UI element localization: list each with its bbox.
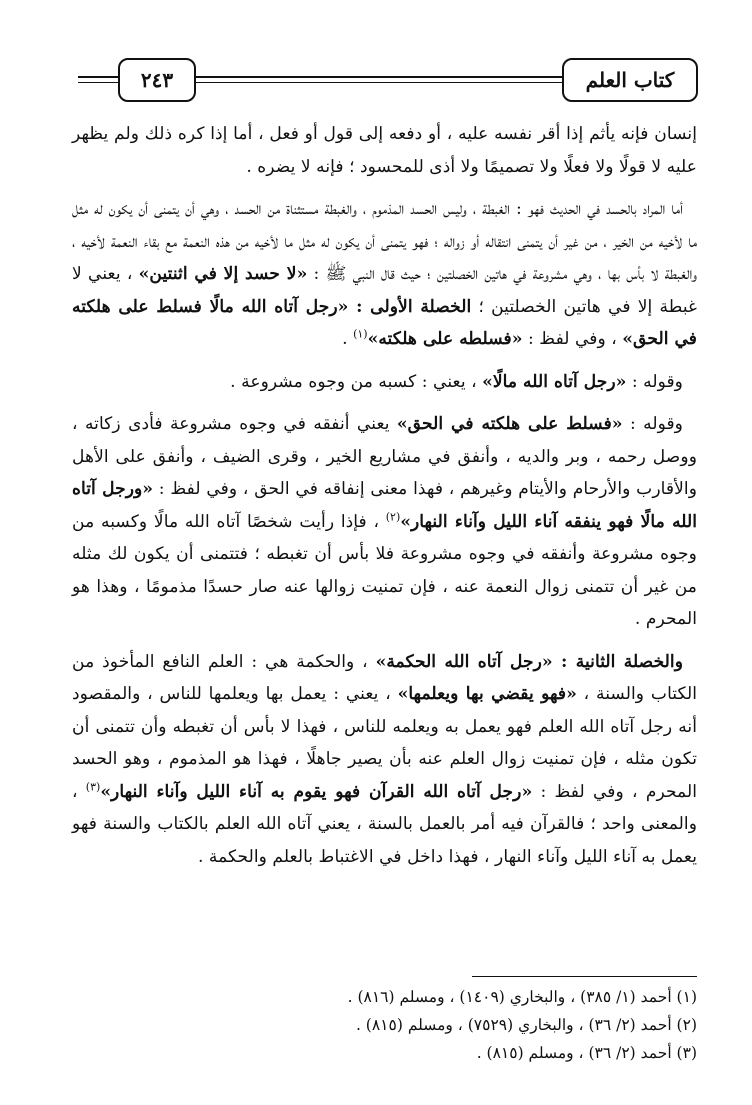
footnote-1: (١) أحمد (١/ ٣٨٥) ، والبخاري (١٤٠٩) ، ومسلم (٨١٦) . xyxy=(347,988,697,1006)
body-text xyxy=(72,118,697,883)
footnote-ref-2: (٢) xyxy=(385,509,401,523)
paragraph-3-text-c: ، يعني : كسبه من وجوه مشروعة . xyxy=(230,371,483,392)
paragraph-4-text-a: وقوله : xyxy=(622,414,683,434)
page-number: ٢٤٣ xyxy=(118,58,196,102)
paragraph-5-text-b: ، والحكمة هي : العلم النافع المأخوذ من الكتاب والسنة ، xyxy=(72,651,697,704)
footnote-2: (٢) أحمد (٢/ ٣٦) ، والبخاري (٧٥٢٩) ، ومسلم (٨١٥) . xyxy=(355,1016,697,1034)
footnote-ref-1: (١) xyxy=(353,327,368,341)
paragraph-1-text: إنسان فإنه يأثم إذا أقر نفسه عليه ، أو دفعه إلى قول أو فعل ، أما إذا كره ذلك ولم يظهر عليه لا قولًا ولا فعلًا ولا تصميمًا ولا أذى للمحسود ؛ فإنه لا يضره . xyxy=(72,124,697,177)
variant-wording-quote: «فسلطه على هلكته» xyxy=(367,329,523,349)
paragraph-2-text-g: . xyxy=(342,329,354,349)
footnote-3: (٣) أحمد (٢/ ٣٦) ، ومسلم (٨١٥) . xyxy=(476,1044,697,1062)
paragraph-2-text-e: ، وفي لفظ : xyxy=(522,329,623,349)
paragraph-1 xyxy=(72,118,697,183)
paragraph-2-text-c: ، يعني لا غبطة إلا في هاتين الخصلتين ؛ xyxy=(72,264,697,317)
page-header xyxy=(78,56,698,106)
second-trait-quote: والخصلة الثانية : «رجل آتاه الله الحكمة» xyxy=(375,651,683,672)
chapter-title: كتاب العلم xyxy=(562,58,698,102)
footnote-separator xyxy=(472,976,697,977)
quran-quote: «رجل آتاه الله القرآن فهو يقوم به آناء الليل وآناء النهار» xyxy=(100,781,533,802)
paragraph-2 xyxy=(72,193,697,356)
paragraph-5-text-f: ، والمعنى واحد ؛ فالقرآن فيه أمر بالعمل بالسنة ، يعني آتاه الله العلم بالكتاب والسنة فهو يعمل به آناء الليل وآناء النهار ، فهذا داخل في الاغتباط بالعلم والحكمة . xyxy=(72,781,697,867)
paragraph-5-text-d: ، يعني : يعمل بها ويعلمها للناس ، والمقصود أنه رجل آتاه الله العلم فهو يعمل به ويعلمه للناس ، فهذا لا بأس أن تغبطه وأن تتمنى أن تكون مثله ، فإن تمنيت زوال العلم عنه بأن يصير جاهلًا ، فهذا هو المذموم ، وهو الحسد المحرم ، وفي لفظ : xyxy=(72,684,698,802)
footnotes xyxy=(72,983,697,1067)
hadith-quote-no-envy: «لا حسد إلا في اثنتين» xyxy=(138,264,308,284)
paragraph-3 xyxy=(72,366,697,399)
paragraph-5 xyxy=(72,646,697,874)
paragraph-3-text-a: وقوله : xyxy=(626,371,683,392)
spending-night-day-quote: «ورجل آتاه الله مالًا فهو ينفقه آناء الليل وآناء النهار» xyxy=(72,479,697,532)
first-trait-quote: الخصلة الأولى : «رجل آتاه الله مالًا فسلط على هلكته في الحق» xyxy=(72,296,697,349)
footnote-ref-3: (٣) xyxy=(85,779,101,793)
spending-in-truth-quote: «فسلط على هلكته في الحق» xyxy=(396,414,623,434)
paragraph-4-text-e: ، فإذا رأيت شخصًا آتاه الله مالًا وكسبه من وجوه مشروعة وأنفقه في وجوه مشروعة فلا بأس أن تغبطه ؛ فتتمنى أن يكون لك مثله من غير أن تتمنى زوال النعمة عنه ، فإن تمنيت زوالها عنه صار حسدًا مذمومًا ، وهذا هو المحرم . xyxy=(72,511,697,629)
paragraph-4-text-c: يعني أنفقه في وجوه مشروعة فأدى زكاته ، ووصل رحمه ، وبر والديه ، وأنفق في مشاريع الخير ، وقرى الضيف ، وأنفق على الأهل والأقارب والأرحام والأيتام وغيرهم ، فهذا معنى إنفاقه في الحق ، وفي لفظ : xyxy=(72,414,697,499)
paragraph-4 xyxy=(72,408,697,636)
judges-and-teaches-quote: «فهو يقضي بها ويعلمها» xyxy=(397,684,577,704)
wealth-quote: «رجل آتاه الله مالًا» xyxy=(482,371,627,392)
paragraph-2-text-a: أما المراد بالحسد في الحديث فهو : الغبطة ، وليس الحسد المذموم ، والغبطة مستثناة من الحسد ، وهي أن يتمنى أن يكون له مثل ما لأخيه من الخير ، من غير أن يتمنى انتقاله أو زواله ؛ فهو يتمنى أن يكون له مثل ما لأخيه من هذه النعمة مع بقاء النعمة لأخيه ، والغبطة لا بأس بها ، وهي مشروعة في هاتين الخصلتين ؛ حيث قال النبي ﷺ : xyxy=(72,199,697,284)
